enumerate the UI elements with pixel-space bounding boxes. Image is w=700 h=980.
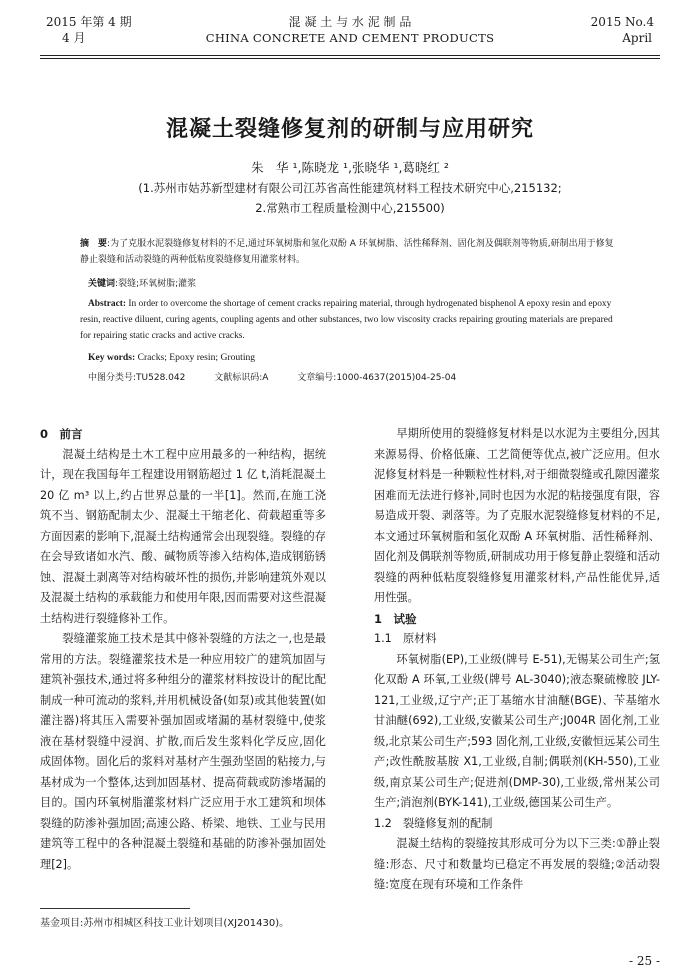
month-label-en: April <box>622 31 652 45</box>
header-right <box>591 14 654 46</box>
affiliation-line-2: 2.常熟市工程质量检测中心,215500) <box>255 201 445 215</box>
affiliation-line-1: (1.苏州市姑苏新型建材有限公司江苏省高性能建筑材料工程技术研究中心,215132; <box>138 181 562 195</box>
document-code: 文献标识码:A <box>214 373 269 383</box>
header-center <box>46 14 654 46</box>
page-number: - 25 - <box>628 954 660 968</box>
issue-label-en: 2015 No.4 <box>590 15 654 29</box>
paragraph: 裂缝灌浆施工技术是其中修补裂缝的方法之一,也是最常用的方法。裂缝灌浆技术是一种应用较广的建筑加固与建筑补强技术,通过将多种组分的灌浆材料按设计的配比配制成一种可流动的浆料,并用机械设备(如泵)或其他装置(如灌注器)将其压入需要补强加固或堵漏的基材裂缝中,使浆液在基材裂缝中浸润、扩散,而后发生浆料化学反应,固化成固体物。固化后的浆料对基材产生强劲坚固的粘接力,与基材成为一个整体,达到加固基材、提高荷载或防渗堵漏的目的。国内环氧树脂灌浆材料广泛应用于水工建筑和坝体裂缝的防渗补强加固;高速公路、桥梁、地铁、工业与民用建筑等工程中的各种混凝土裂缝和基础的防渗补强加固处理[2]。 <box>40 632 326 871</box>
abstract-cn: 摘 要:为了克服水泥裂缝修复材料的不足,通过环氧树脂和氢化双酚 A 环氧树脂、活性稀释剂、固化剂及偶联剂等物质,研制出用于修复静止裂缝和活动裂缝的两种低粘度裂缝修复用灌浆材料。 <box>80 239 614 265</box>
keywords-en-text: Cracks; Epoxy resin; Grouting <box>137 352 256 363</box>
paragraph: 早期所使用的裂缝修复材料是以水泥为主要组分,因其来源易得、价格低廉、工艺简便等优点,被广泛应用。但水泥修复材料是一种颗粒性材料,对于细微裂缝或孔隙因灌浆困难而无法进行修补,同时也因为水泥的粘接强度有限，容易造成开裂、剥落等。为了克服水泥裂缝修复材料的不足,本文通过环氧树脂和氢化双酚 A 环氧树脂、活性稀释剂、固化剂及偶联剂等物质,研制成功用于修复静止裂缝和活动裂缝的两种低粘度裂缝修复用灌浆材料,产品性能优异,适用性强。 <box>374 427 660 604</box>
keywords-cn-text: 裂缝;环氧树脂;灌浆 <box>118 279 197 289</box>
running-header <box>46 14 654 52</box>
article-authors: 朱 华 ¹,陈晓龙 ¹,张晓华 ¹,葛晓红 ² <box>251 160 449 175</box>
body-column-right <box>374 424 660 896</box>
abstract-cn-text: 为了克服水泥裂缝修复材料的不足,通过环氧树脂和氢化双酚 A 环氧树脂、活性稀释剂、固化剂及偶联剂等物质,研制出用于修复静止裂缝和活动裂缝的两种低粘度裂缝修复用灌浆材料。 <box>80 239 614 265</box>
journal-name-en: CHINA CONCRETE AND CEMENT PRODUCTS <box>205 31 495 45</box>
abstract-en <box>80 296 620 344</box>
classification-line <box>88 370 482 383</box>
section-1-2-heading: 1.2 裂缝修复剂的配制 <box>374 816 493 830</box>
journal-name-cn: 混 凝 土 与 水 泥 制 品 <box>288 15 412 29</box>
paragraph: 环氧树脂(EP),工业级(牌号 E-51),无锡某公司生产;氢化双酚 A 环氧,工业级(牌号 AL-3040);液态聚硫橡胶 JLY-121,工业级,辽宁产;正丁基缩水甘油醚(BGE)、苄基缩水甘油醚(692),工业级,安徽某公司生产;J004R 固化剂,工业级,北京某公司生产;593 固化剂,工业级,安徽恒远某公司生产;改性酰胺基胺 X1,工业级,自制;偶联剂(KH-550),工业级,南京某公司生产;促进剂(DMP-30),工业级,常州某公司生产;消泡剂(BYK-141),工业级,德国某公司生产。 <box>374 652 660 809</box>
abstract-en-text: In order to overcome the shortage of cement cracks repairing material, through hydrogenated bisphenol A epoxy resin and epoxy resin, reactive diluent, curing agents, coupling agents and other substances, two low viscosity cracks repairing grouting materials are prepared for repairing static cracks and active cracks. <box>80 299 613 341</box>
section-0-heading: 0 前言 <box>40 427 83 441</box>
month-label: 4 月 <box>62 31 86 45</box>
funding-footnote: 基金项目:苏州市相城区科技工业计划项目(XJ201430)。 <box>40 918 290 929</box>
keywords-en <box>88 352 255 363</box>
clc-number: 中图分类号:TU528.042 <box>88 373 186 383</box>
section-1-heading: 1 试验 <box>374 611 417 626</box>
header-rule-top <box>40 55 660 56</box>
keywords-cn-label: 关键词 <box>88 279 116 289</box>
body-column-left <box>40 424 326 875</box>
section-1-1-heading: 1.1 原材料 <box>374 632 437 645</box>
article-number: 文章编号:1000-4637(2015)04-25-04 <box>297 373 457 383</box>
keywords-cn: 关键词:裂缝;环氧树脂;灌浆 <box>88 279 197 289</box>
issue-label: 2015 年第 4 期 <box>46 15 132 29</box>
footnote-rule <box>40 908 190 909</box>
article-title: 混凝土裂缝修复剂的研制与应用研究 <box>165 117 534 142</box>
paragraph: 混凝土结构的裂缝按其形成可分为以下三类:①静止裂缝:形态、尺寸和数量均已稳定不再发展的裂缝;②活动裂缝:宽度在现有环境和工作条件 <box>374 837 660 891</box>
header-rule-bottom <box>40 58 660 59</box>
abstract-en-label: Abstract: <box>88 299 127 309</box>
paragraph: 混凝土结构是土木工程中应用最多的一种结构，据统计，现在我国每年工程建设用钢筋超过 1 亿 t,消耗混凝土 20 亿 m³ 以上,约占世界总量的一半[1]。然而,在施工浇筑不当、钢筋配制太少、混凝土干缩老化、荷载超重等多方面因素的影响下,混凝土结构通常会出现裂缝。裂缝的存在会导致诸如水汽、酸、碱物质等渗入结构体,造成钢筋锈蚀、混凝土剥离等对结构破坏性的损伤,并影响建筑外观以及混凝土结构的承载能力和使用年限,因而需要对这些混凝土结构进行裂缝修补工作。 <box>40 447 326 625</box>
abstract-cn-label: 摘 要 <box>80 239 108 249</box>
keywords-en-label: Key words: <box>88 352 136 363</box>
